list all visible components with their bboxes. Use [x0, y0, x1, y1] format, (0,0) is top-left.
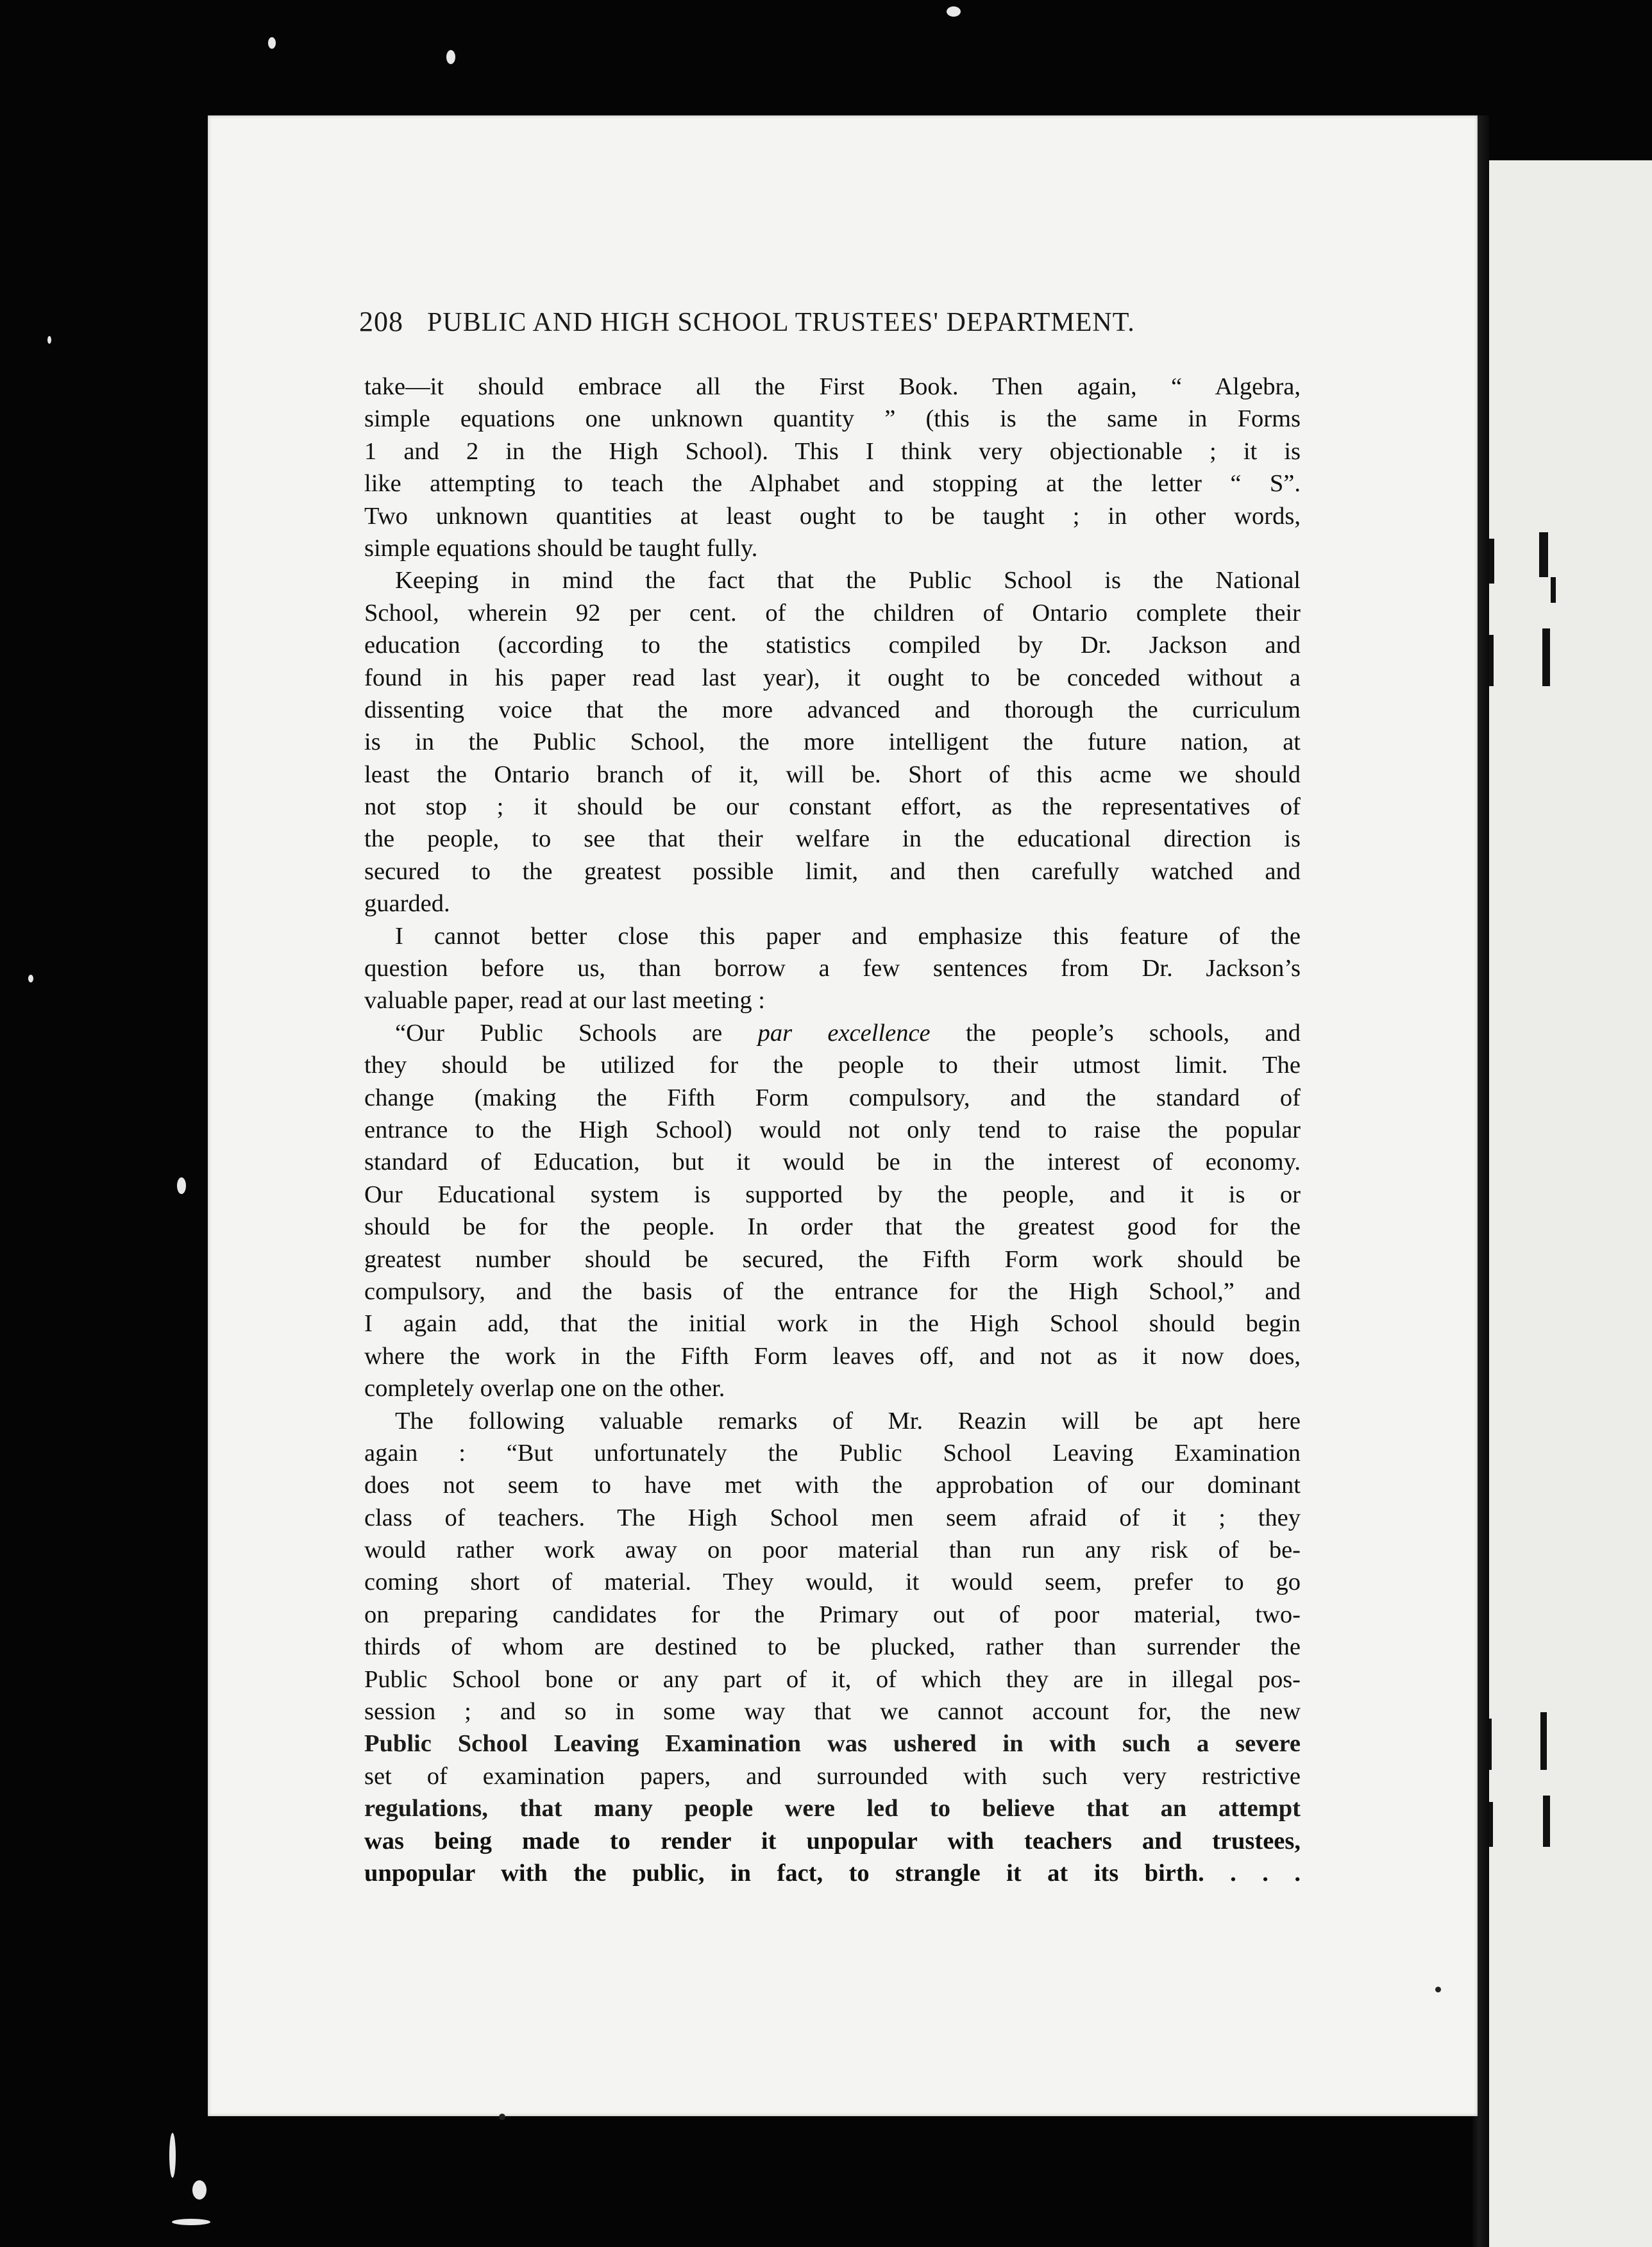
quote-segment: “Our Public Schools are: [395, 1019, 723, 1047]
text-line: change (making the Fifth Form compulsory, and the standard of: [364, 1084, 1301, 1111]
quote-segment: the people’s schools, and: [965, 1019, 1301, 1047]
text-line: where the work in the Fifth Form leaves off, and not as it now does,: [364, 1342, 1301, 1370]
page-speck: [499, 2114, 505, 2120]
text-line: thirds of whom are destined to be plucked, rather than surrender the: [364, 1633, 1301, 1661]
text-line: regulations, that many people were led to believe that an attempt: [364, 1795, 1301, 1822]
text-line: question before us, than borrow a few sentences from Dr. Jackson’s: [364, 955, 1301, 982]
text-line: secured to the greatest possible limit, and then carefully watched and: [364, 857, 1301, 885]
text-line: standard of Education, but it would be in the interest of economy.: [364, 1149, 1301, 1176]
scan-speck: [172, 2219, 210, 2225]
adjacent-page-edge: [1481, 160, 1652, 2247]
edge-mark: [1542, 628, 1550, 686]
text-line: School, wherein 92 per cent. of the children of Ontario complete their: [364, 599, 1301, 627]
page-speck: [1435, 1987, 1441, 1992]
text-line: compulsory, and the basis of the entrance for the High School,” and: [364, 1277, 1301, 1305]
text-line: Public School bone or any part of it, of which they are in illegal pos-: [364, 1665, 1301, 1693]
text-line: dissenting voice that the more advanced and thorough the curriculum: [364, 696, 1301, 723]
edge-mark: [1539, 532, 1548, 577]
text-line: they should be utilized for the people to their utmost limit. The: [364, 1052, 1301, 1079]
text-line: I cannot better close this paper and emphasize this feature of the: [395, 922, 1301, 950]
text-line: greatest number should be secured, the Fifth Form work should be: [364, 1245, 1301, 1273]
text-line: the people, to see that their welfare in the educational direction is: [364, 825, 1301, 853]
scan-speck: [169, 2133, 176, 2178]
edge-mark: [1551, 577, 1556, 603]
text-line: is in the Public School, the more intelligent the future nation, at: [364, 728, 1301, 756]
text-line: Our Educational system is supported by the people, and it is or: [364, 1181, 1301, 1208]
edge-mark: [1543, 1796, 1550, 1847]
text-line: take—it should embrace all the First Book. Then again, “ Algebra,: [364, 373, 1301, 400]
text-line: simple equations should be taught fully.: [364, 534, 758, 562]
page-number: 208: [359, 306, 403, 337]
scan-speck: [192, 2180, 206, 2200]
text-line: found in his paper read last year), it ought to be conceded without a: [364, 664, 1301, 691]
text-line: coming short of material. They would, it would seem, prefer to go: [364, 1569, 1301, 1596]
text-line-quote-open: [364, 1017, 1301, 1049]
text-line: 1 and 2 in the High School). This I think very objectionable ; it is: [364, 437, 1301, 465]
edge-mark: [1489, 539, 1494, 584]
text-line: unpopular with the public, in fact, to strangle it at its birth. . . .: [364, 1859, 1301, 1887]
text-line: simple equations one unknown quantity ” (this is the same in Forms: [364, 405, 1301, 433]
italic-phrase: par excellence: [757, 1019, 931, 1047]
text-line: guarded.: [364, 890, 450, 918]
text-line: Public School Leaving Examination was ushered in with such a severe: [364, 1730, 1301, 1758]
text-line: I again add, that the initial work in the High School should begin: [364, 1310, 1301, 1338]
scan-speck: [446, 50, 455, 64]
text-line: on preparing candidates for the Primary out of poor material, two-: [364, 1601, 1301, 1628]
text-line: valuable paper, read at our last meeting :: [364, 987, 765, 1014]
text-line: session ; and so in some way that we cannot account for, the new: [364, 1698, 1301, 1726]
scan-speck: [177, 1177, 186, 1194]
text-line: The following valuable remarks of Mr. Reazin will be apt here: [395, 1407, 1301, 1435]
body-text: [364, 371, 1301, 1889]
edge-mark: [1540, 1712, 1547, 1770]
text-line: again : “But unfortunately the Public School Leaving Examination: [364, 1439, 1301, 1467]
text-line: like attempting to teach the Alphabet and stopping at the letter “ S”.: [364, 470, 1301, 498]
text-line: completely overlap one on the other.: [364, 1375, 725, 1402]
text-line: was being made to render it unpopular with teachers and trustees,: [364, 1827, 1301, 1855]
text-line: would rather work away on poor material than run any risk of be-: [364, 1536, 1301, 1564]
scan-speck: [47, 336, 51, 344]
text-line: does not seem to have met with the approbation of our dominant: [364, 1472, 1301, 1499]
text-line: not stop ; it should be our constant effort, as the representatives of: [364, 793, 1301, 821]
scan-speck: [947, 6, 961, 17]
text-line: Two unknown quantities at least ought to be taught ; in other words,: [364, 502, 1301, 530]
text-line: entrance to the High School) would not only tend to raise the popular: [364, 1116, 1301, 1143]
text-line: class of teachers. The High School men seem afraid of it ; they: [364, 1504, 1301, 1531]
text-line: education (according to the statistics compiled by Dr. Jackson and: [364, 632, 1301, 659]
running-title: PUBLIC AND HIGH SCHOOL TRUSTEES' DEPARTMENT.: [427, 308, 1135, 337]
text-line: set of examination papers, and surrounded with such very restrictive: [364, 1762, 1301, 1790]
scan-speck: [28, 975, 33, 982]
text-line: Keeping in mind the fact that the Public School is the National: [395, 567, 1301, 594]
running-head: [359, 305, 1270, 338]
text-line: least the Ontario branch of it, will be. Short of this acme we should: [364, 761, 1301, 788]
scan-speck: [268, 37, 276, 49]
text-line: should be for the people. In order that the greatest good for the: [364, 1213, 1301, 1241]
